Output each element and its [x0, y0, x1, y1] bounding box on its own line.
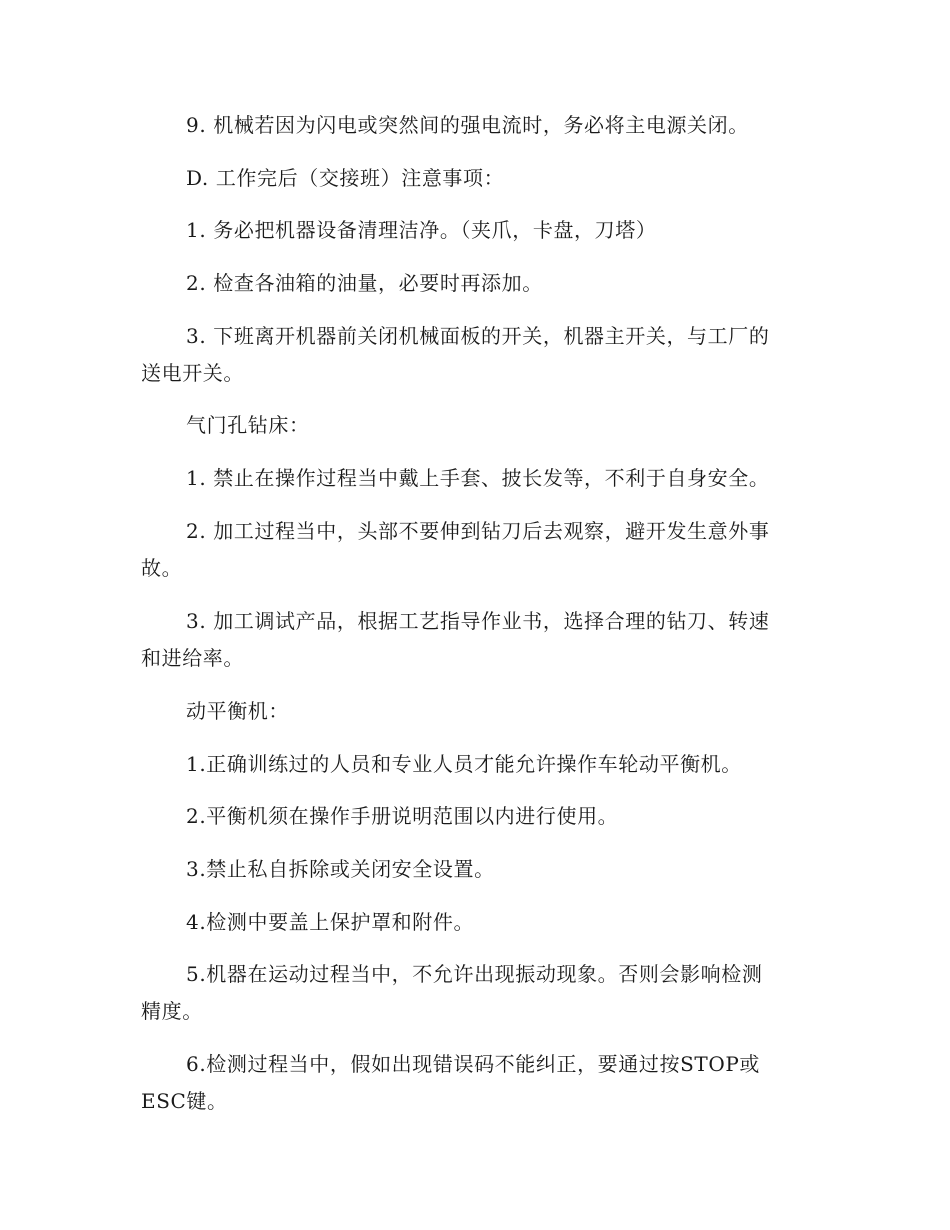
paragraph-3: 1. 务必把机器设备清理洁净。（夹爪，卡盘，刀塔） [186, 218, 657, 242]
paragraph-1: 9. 机械若因为闪电或突然间的强电流时，务必将主电源关闭。 [186, 113, 749, 137]
paragraph-11: 1.正确训练过的人员和专业人员才能允许操作车轮动平衡机。 [186, 752, 742, 776]
paragraph-7: 1. 禁止在操作过程当中戴上手套、披长发等，不利于自身安全。 [186, 466, 770, 490]
paragraph-6: 气门孔钻床： [186, 413, 310, 437]
paragraph-12: 2.平衡机须在操作手册说明范围以内进行使用。 [186, 804, 619, 828]
paragraph-5: 3. 下班离开机器前关闭机械面板的开关，机器主开关，与工厂的 送电开关。 [141, 324, 770, 385]
paragraph-4: 2. 检查各油箱的油量，必要时再添加。 [186, 271, 543, 295]
paragraph-15: 5.机器在运动过程当中，不允许出现振动现象。否则会影响检测 精度。 [141, 962, 763, 1023]
paragraph-8: 2. 加工过程当中，头部不要伸到钻刀后去观察，避开发生意外事 故。 [141, 519, 770, 580]
paragraph-10: 动平衡机： [186, 699, 289, 723]
paragraph-13: 3.禁止私自拆除或关闭安全设置。 [186, 857, 495, 881]
paragraph-14: 4.检测中要盖上保护罩和附件。 [186, 910, 475, 934]
paragraph-16: 6.检测过程当中，假如出现错误码不能纠正，要通过按STOP或 ESC键。 [141, 1052, 760, 1113]
paragraph-2: D. 工作完后（交接班）注意事项： [186, 166, 505, 190]
paragraph-9: 3. 加工调试产品，根据工艺指导作业书，选择合理的钻刀、转速 和进给率。 [141, 609, 770, 670]
